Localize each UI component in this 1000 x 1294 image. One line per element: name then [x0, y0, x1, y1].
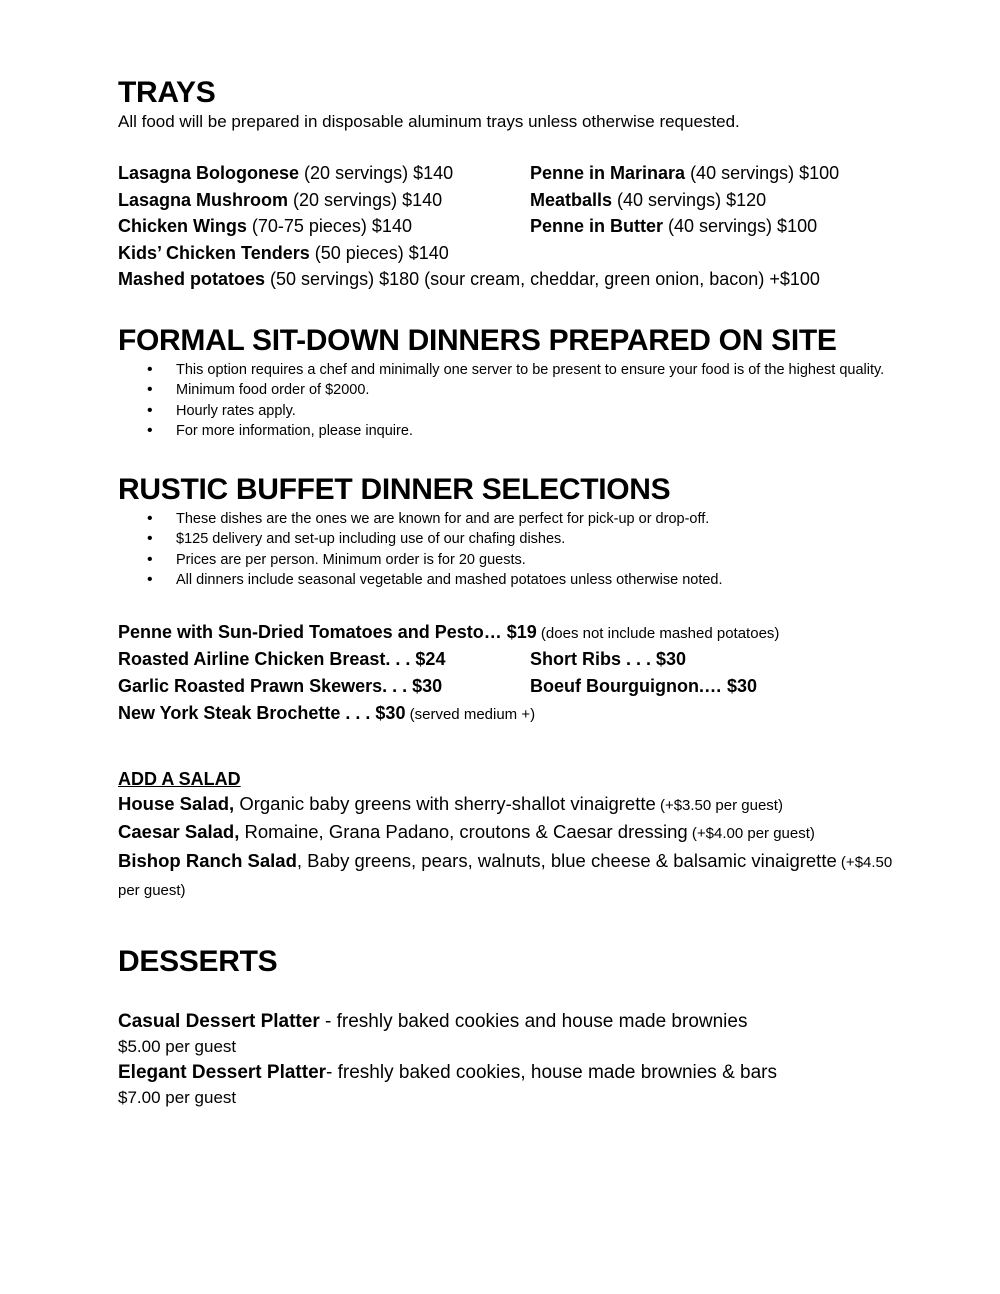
item-name: Lasagna Bologonese	[118, 163, 300, 183]
rustic-section	[118, 473, 918, 727]
list-item	[118, 673, 918, 700]
item-detail: (40 servings) $100	[685, 163, 840, 183]
list-item	[118, 1009, 918, 1035]
list-item	[118, 213, 918, 240]
item-price: (+$3.50 per guest)	[655, 796, 783, 814]
trays-intro: All food will be prepared in disposable aluminum trays unless otherwise requested.	[118, 112, 740, 131]
item-desc: , Baby greens, pears, walnuts, blue cheese & balsamic vinaigrette	[296, 849, 837, 871]
item-name: Lasagna Mushroom	[118, 189, 289, 210]
item-detail: (20 servings) $140	[299, 163, 454, 183]
rustic-bullets	[118, 509, 918, 591]
list-item	[118, 700, 918, 727]
item-note: (served medium +)	[405, 705, 536, 723]
item-name: Short Ribs . . . $30	[530, 648, 687, 669]
item-name: Mashed potatoes	[118, 269, 266, 289]
rustic-heading: RUSTIC BUFFET DINNER SELECTIONS	[118, 472, 671, 506]
item-price: (+$4.00 per guest)	[687, 825, 815, 842]
item-name: Casual Dessert Platter	[118, 1010, 320, 1032]
item-desc: - freshly baked cookies, house made brownies & bars	[326, 1061, 777, 1083]
item-desc: Romaine, Grana Padano, croutons & Caesar dressing	[239, 821, 688, 842]
list-item	[118, 848, 918, 905]
list-item	[118, 240, 918, 267]
item-name: Chicken Wings	[118, 216, 247, 236]
trays-list	[118, 160, 918, 293]
list-item	[118, 160, 918, 187]
item-note: (does not include mashed potatoes)	[536, 624, 780, 642]
list-item: • $125 delivery and set-up including use of our chafing dishes.	[176, 529, 918, 550]
item-name: Boeuf Bourguignon.… $30	[530, 675, 757, 696]
formal-section	[118, 324, 918, 442]
item-name: Garlic Roasted Prawn Skewers. . . $30	[118, 675, 443, 696]
list-item	[118, 819, 918, 848]
menu-page	[118, 76, 918, 1111]
item-name: Roasted Airline Chicken Breast. . . $24	[118, 648, 446, 669]
list-item: • All dinners include seasonal vegetable and mashed potatoes unless otherwise noted.	[176, 570, 918, 591]
item-detail: (40 servings) $100	[663, 216, 818, 236]
desserts-heading: DESSERTS	[118, 944, 278, 978]
item-detail: (70-75 pieces) $140	[246, 216, 412, 236]
trays-section	[118, 76, 918, 293]
list-item: • These dishes are the ones we are known for and are perfect for pick-up or drop-off.	[176, 509, 918, 530]
trays-heading: TRAYS	[118, 76, 216, 109]
item-detail: (20 servings) $140	[288, 189, 443, 210]
list-item: • Minimum food order of $2000.	[176, 380, 918, 401]
salad-section	[118, 767, 918, 905]
item-price: $5.00 per guest	[118, 1037, 237, 1056]
salad-heading: ADD A SALAD	[118, 768, 241, 789]
desserts-list	[118, 1009, 918, 1111]
item-detail: (40 servings) $120	[612, 189, 767, 210]
item-detail: (50 servings) $180 (sour cream, cheddar, green onion, bacon) +$100	[265, 269, 820, 289]
item-desc: Organic baby greens with sherry-shallot vinaigrette	[234, 792, 656, 814]
list-item	[118, 266, 918, 293]
item-detail: (50 pieces) $140	[309, 242, 449, 263]
desserts-section	[118, 945, 918, 1111]
list-item	[118, 187, 918, 214]
item-name: Penne in Marinara	[530, 163, 686, 183]
item-name: Caesar Salad,	[118, 821, 240, 842]
list-item	[118, 1060, 918, 1086]
item-price: (+$4.50 per guest)	[118, 853, 893, 899]
item-name: Meatballs	[530, 189, 613, 210]
list-item: • For more information, please inquire.	[176, 421, 918, 442]
buffet-list	[118, 619, 918, 727]
item-name: Penne in Butter	[530, 216, 664, 236]
list-item	[118, 619, 918, 646]
item-name: Bishop Ranch Salad	[118, 849, 297, 871]
item-price: $7.00 per guest	[118, 1088, 237, 1107]
list-item	[118, 791, 918, 820]
item-desc: - freshly baked cookies and house made brownies	[319, 1010, 748, 1032]
formal-bullets	[118, 360, 918, 442]
item-name: Elegant Dessert Platter	[118, 1061, 327, 1083]
list-item	[118, 646, 918, 673]
list-item: • Hourly rates apply.	[176, 401, 918, 422]
item-name: Penne with Sun-Dried Tomatoes and Pesto… $19	[118, 621, 537, 642]
item-name: House Salad,	[118, 792, 235, 814]
item-name: New York Steak Brochette . . . $30	[118, 702, 406, 723]
list-item: • This option requires a chef and minimally one server to be present to ensure your food is of the highest quality.	[176, 360, 918, 381]
item-name: Kids’ Chicken Tenders	[118, 242, 310, 263]
list-item: • Prices are per person. Minimum order is for 20 guests.	[176, 550, 918, 571]
formal-heading: FORMAL SIT-DOWN DINNERS PREPARED ON SITE	[118, 323, 837, 357]
